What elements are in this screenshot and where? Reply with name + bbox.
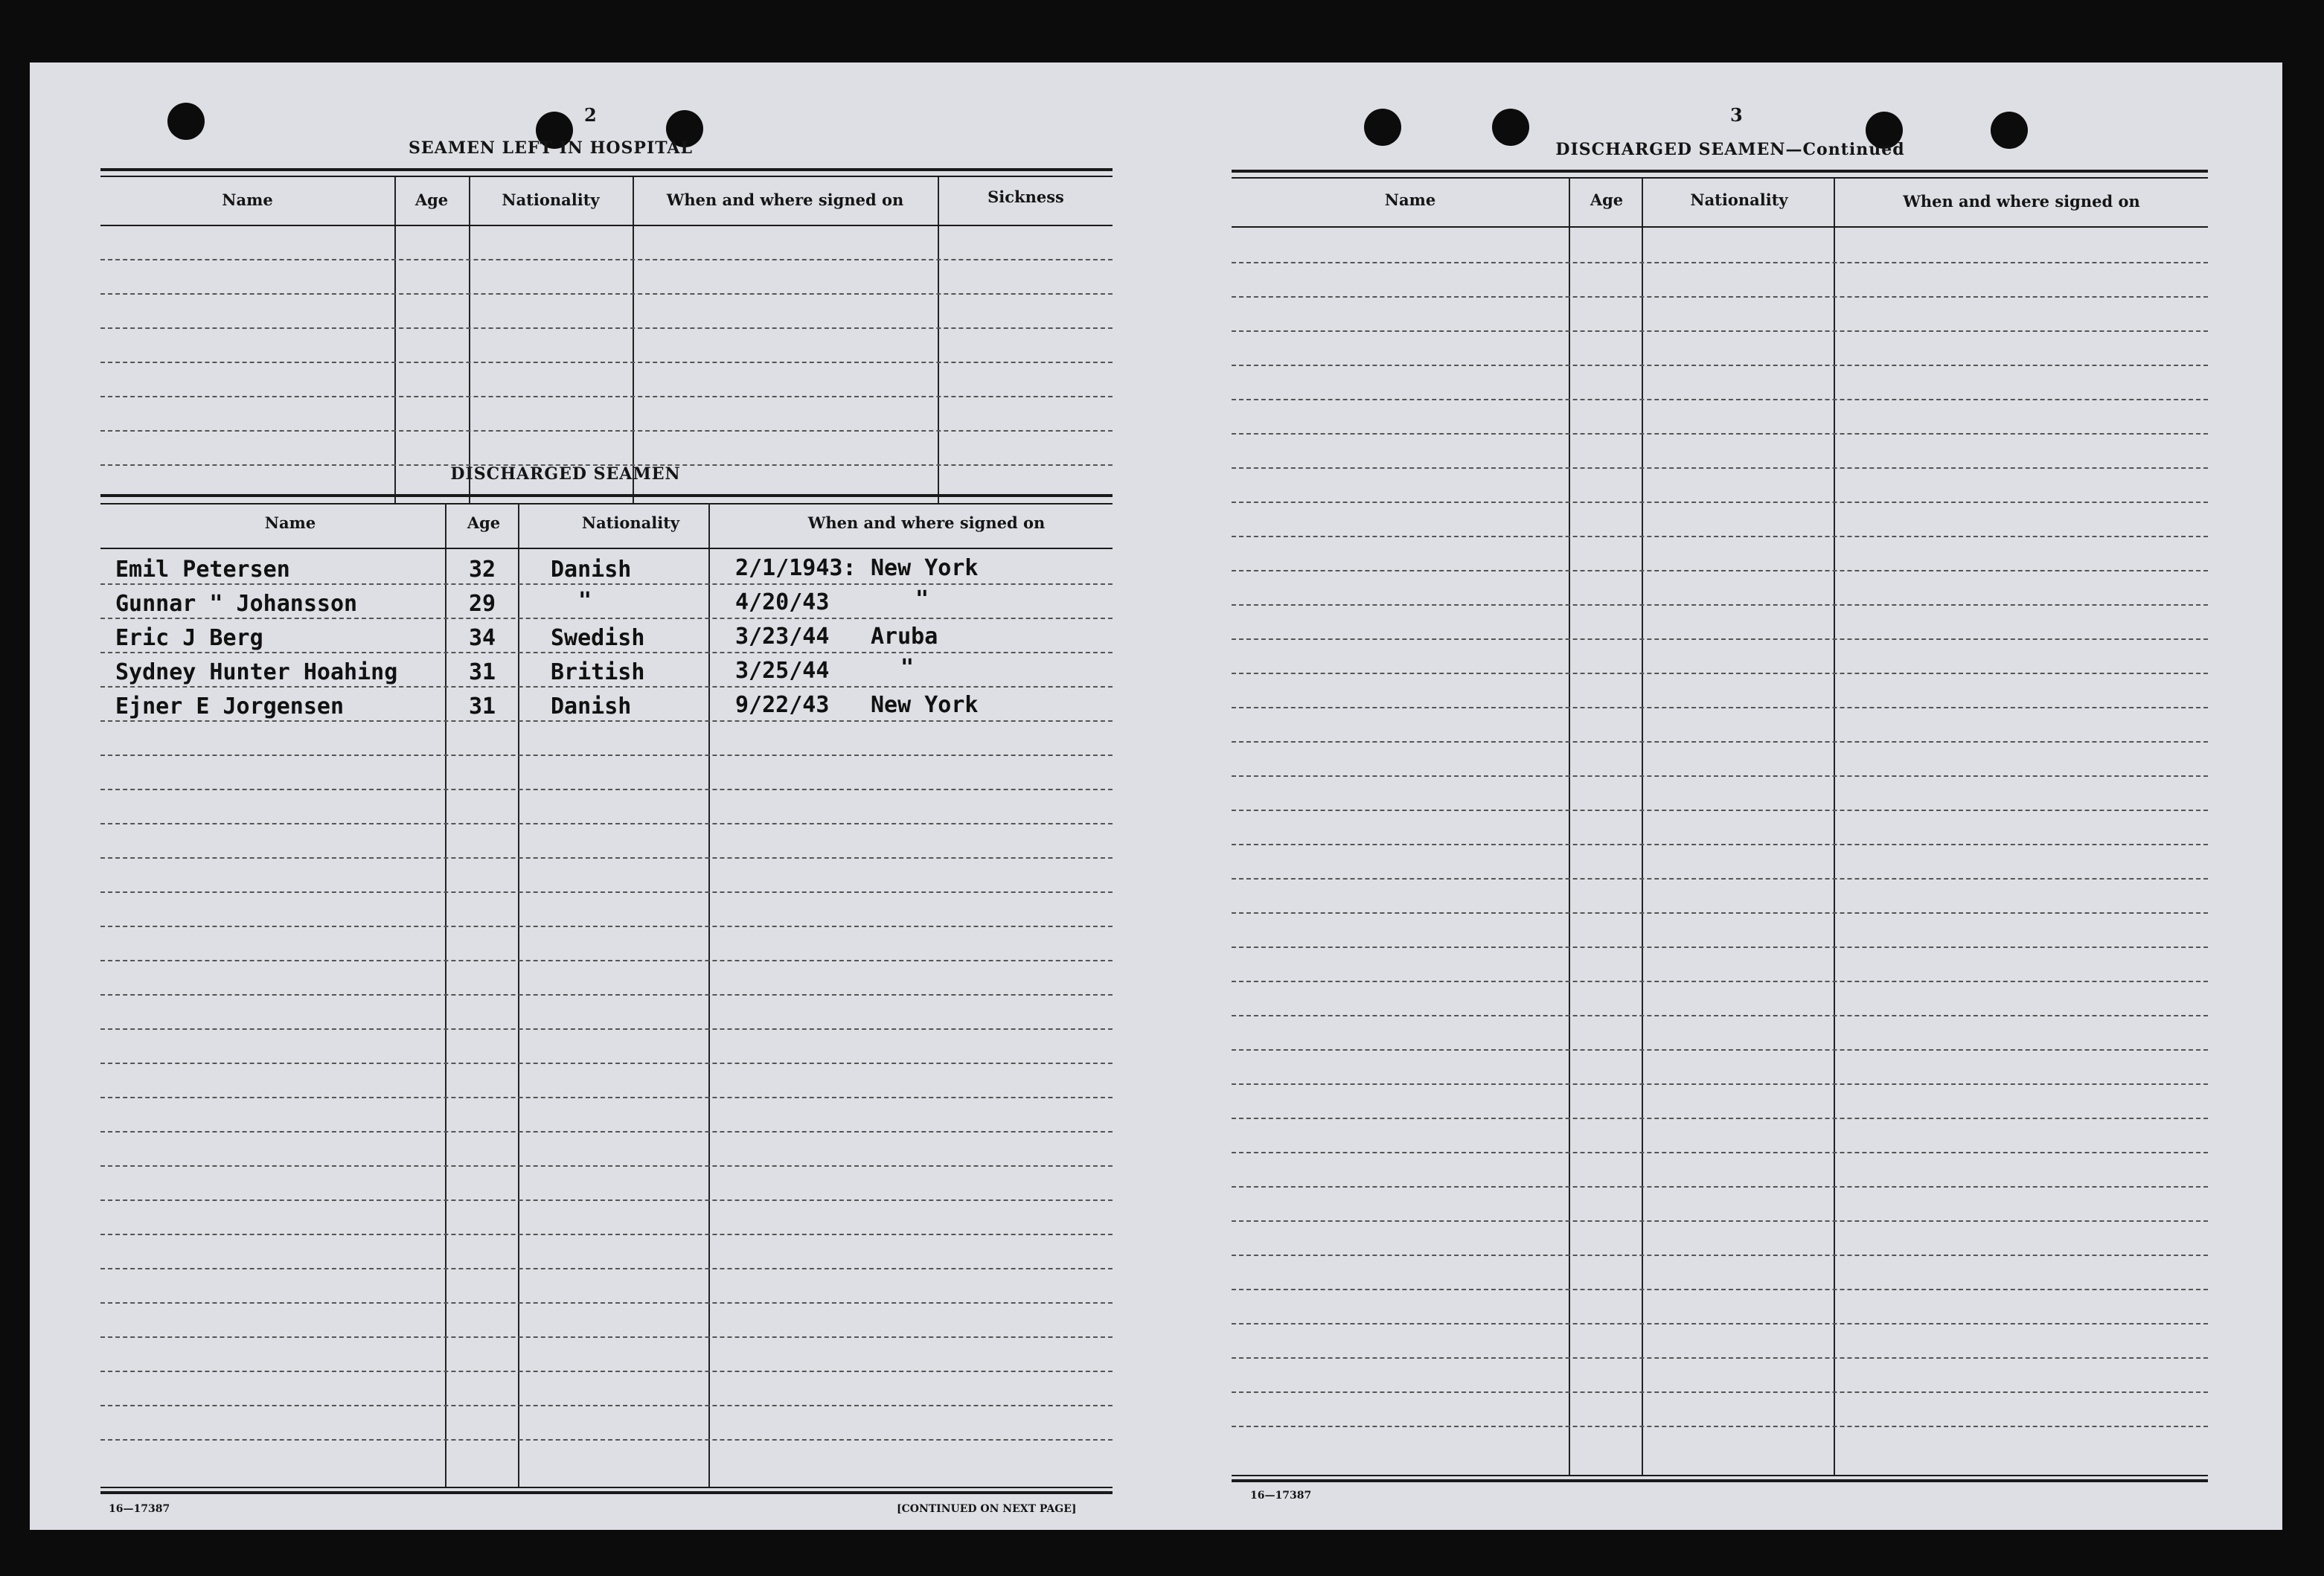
- column-header-name: Name: [222, 190, 273, 209]
- dashed-line: [100, 1371, 1113, 1372]
- dashed-line: [1232, 946, 2208, 948]
- rule: [1232, 170, 2208, 173]
- dashed-line: [1232, 1083, 2208, 1085]
- dashed-line: [1232, 433, 2208, 435]
- continued-note: [CONTINUED ON NEXT PAGE]: [897, 1503, 1077, 1515]
- dashed-line: [100, 1097, 1113, 1098]
- column-divider: [469, 177, 470, 504]
- punch-hole: [167, 103, 205, 140]
- dashed-line: [1232, 1323, 2208, 1324]
- dashed-line: [100, 396, 1113, 397]
- dashed-line: [1232, 1220, 2208, 1222]
- rule: [100, 1487, 1113, 1488]
- column-header-nationality: Nationality: [1690, 190, 1788, 209]
- row-4-name: Sydney Hunter Hoahing: [115, 659, 398, 685]
- column-divider: [1642, 179, 1643, 1476]
- column-header-name: Name: [264, 513, 316, 532]
- dashed-line: [1232, 502, 2208, 503]
- hospital-section-title: SEAMEN LEFT IN HOSPITAL: [409, 138, 693, 158]
- dashed-line: [1232, 296, 2208, 298]
- column-divider: [518, 503, 519, 1488]
- dashed-line: [100, 1234, 1113, 1235]
- dashed-line: [1232, 536, 2208, 537]
- row-2-place: ": [915, 586, 929, 612]
- form-number: 16—17387: [1250, 1490, 1312, 1502]
- column-header-signed-on: When and where signed on: [666, 190, 904, 209]
- dashed-line: [1232, 1049, 2208, 1051]
- dashed-line: [1232, 604, 2208, 606]
- punch-hole: [1991, 112, 2028, 149]
- column-header-sickness: Sickness: [987, 188, 1064, 206]
- rule: [100, 503, 1113, 504]
- column-header-signed-on: When and where signed on: [807, 513, 1046, 532]
- row-4-date: 3/25/44: [735, 658, 830, 684]
- dashed-line: [100, 1302, 1113, 1304]
- dashed-line: [1232, 1118, 2208, 1119]
- dashed-line: [1232, 638, 2208, 640]
- dashed-line: [100, 1439, 1113, 1441]
- dashed-line: [100, 994, 1113, 996]
- dashed-line: [100, 1028, 1113, 1030]
- column-header-age: Age: [467, 513, 501, 532]
- form-number: 16—17387: [109, 1503, 170, 1515]
- dashed-line: [1232, 844, 2208, 845]
- column-divider: [1834, 179, 1835, 1476]
- dashed-line: [100, 720, 1113, 722]
- dashed-line: [1232, 399, 2208, 400]
- rule: [100, 225, 1113, 226]
- dashed-line: [100, 327, 1113, 329]
- column-divider: [938, 177, 939, 504]
- rule: [100, 168, 1113, 171]
- dashed-line: [1232, 1391, 2208, 1393]
- dashed-line: [1232, 673, 2208, 674]
- row-1-name: Emil Petersen: [115, 557, 290, 583]
- dashed-line: [100, 618, 1113, 619]
- row-5-age: 31: [469, 693, 496, 720]
- rule: [1232, 1475, 2208, 1476]
- dashed-line: [1232, 1255, 2208, 1256]
- dashed-line: [100, 857, 1113, 859]
- dashed-line: [100, 823, 1113, 824]
- dashed-line: [100, 891, 1113, 893]
- rule: [1232, 226, 2208, 228]
- dashed-line: [1232, 981, 2208, 982]
- dashed-line: [1232, 1289, 2208, 1290]
- row-3-date: 3/23/44: [735, 624, 830, 650]
- row-2-age: 29: [469, 591, 496, 617]
- row-5-name: Ejner E Jorgensen: [115, 693, 345, 720]
- row-1-nationality: Danish: [551, 557, 632, 583]
- row-5-date: 9/22/43: [735, 692, 830, 718]
- dashed-line: [100, 755, 1113, 756]
- dashed-line: [100, 583, 1113, 585]
- row-1-age: 32: [469, 557, 496, 583]
- column-header-nationality: Nationality: [581, 513, 680, 532]
- dashed-line: [1232, 775, 2208, 777]
- row-1-place: New York: [871, 555, 979, 581]
- dashed-line: [100, 789, 1113, 790]
- page-number: 2: [584, 104, 597, 126]
- dashed-line: [100, 362, 1113, 363]
- dashed-line: [100, 926, 1113, 927]
- dashed-line: [1232, 912, 2208, 914]
- dashed-line: [100, 1268, 1113, 1269]
- dashed-line: [1232, 741, 2208, 743]
- dashed-line: [1232, 810, 2208, 811]
- column-divider: [708, 503, 710, 1488]
- row-5-nationality: Danish: [551, 693, 632, 720]
- rule: [100, 1491, 1113, 1494]
- row-3-age: 34: [469, 625, 496, 651]
- column-divider: [1569, 179, 1570, 1476]
- column-divider: [633, 177, 634, 504]
- dashed-line: [1232, 330, 2208, 332]
- left-page: [30, 63, 1157, 1530]
- column-header-signed-on: When and where signed on: [1903, 192, 2140, 211]
- dashed-line: [1232, 707, 2208, 708]
- column-header-age: Age: [1590, 190, 1624, 209]
- dashed-line: [100, 1199, 1113, 1201]
- column-header-age: Age: [414, 190, 449, 209]
- column-header-nationality: Nationality: [502, 190, 600, 209]
- row-5-place: New York: [871, 692, 979, 718]
- dashed-line: [1232, 1186, 2208, 1188]
- row-4-age: 31: [469, 659, 496, 685]
- dashed-line: [1232, 365, 2208, 366]
- dashed-line: [100, 1131, 1113, 1133]
- row-3-place: Aruba: [871, 624, 938, 650]
- column-divider: [445, 503, 446, 1488]
- rule: [1232, 177, 2208, 179]
- rule: [100, 494, 1113, 497]
- dashed-line: [1232, 1357, 2208, 1359]
- row-2-nationality: ": [578, 588, 592, 614]
- dashed-line: [100, 259, 1113, 260]
- dashed-line: [100, 430, 1113, 432]
- dashed-line: [100, 686, 1113, 688]
- column-header-name: Name: [1384, 190, 1436, 209]
- page-number: 3: [1730, 104, 1743, 126]
- rule: [100, 176, 1113, 177]
- dashed-line: [100, 1165, 1113, 1167]
- dashed-line: [1232, 1426, 2208, 1427]
- right-page: [1157, 63, 2282, 1530]
- row-3-name: Eric J Berg: [115, 625, 263, 651]
- row-4-nationality: British: [551, 659, 645, 685]
- dashed-line: [100, 1405, 1113, 1406]
- discharged-continued-title: DISCHARGED SEAMEN—Continued: [1555, 140, 1905, 159]
- dashed-line: [1232, 1015, 2208, 1016]
- dashed-line: [1232, 467, 2208, 469]
- dashed-line: [100, 652, 1113, 653]
- row-4-place: ": [900, 655, 915, 681]
- row-1-date: 2/1/1943:: [735, 555, 857, 581]
- dashed-line: [100, 1063, 1113, 1064]
- row-3-nationality: Swedish: [551, 625, 645, 651]
- dashed-line: [100, 293, 1113, 295]
- column-divider: [394, 177, 396, 504]
- row-2-date: 4/20/43: [735, 589, 830, 615]
- dashed-line: [100, 960, 1113, 961]
- discharged-section-title: DISCHARGED SEAMEN: [450, 464, 681, 484]
- dashed-line: [1232, 262, 2208, 263]
- dashed-line: [1232, 1152, 2208, 1153]
- punch-hole: [1364, 109, 1401, 146]
- dashed-line: [1232, 570, 2208, 571]
- rule: [1232, 1479, 2208, 1482]
- dashed-line: [1232, 878, 2208, 880]
- rule: [100, 548, 1113, 549]
- dashed-line: [100, 1336, 1113, 1338]
- row-2-name: Gunnar " Johansson: [115, 591, 358, 617]
